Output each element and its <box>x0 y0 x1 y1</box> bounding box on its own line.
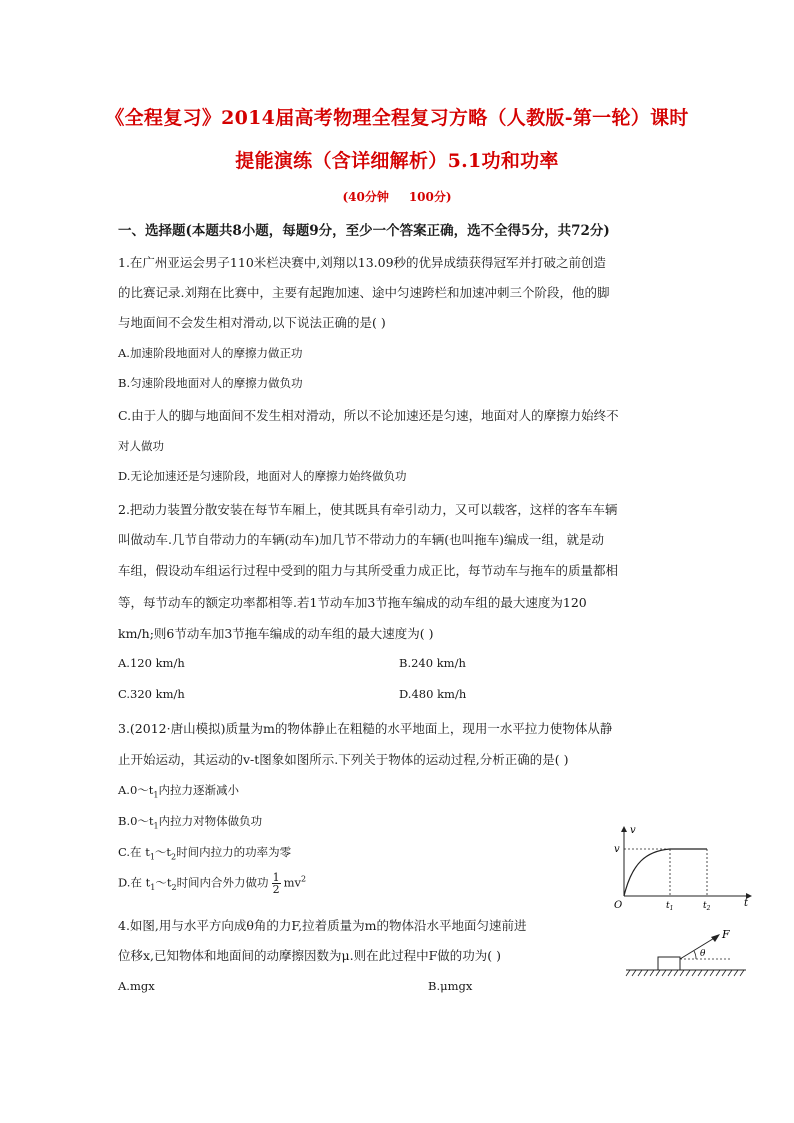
vt-graph <box>606 818 756 910</box>
q3-option-b: $B.0\sim t_1$内拉力对物体做负功 <box>118 814 263 831</box>
q2-option-a: A.120 km/h <box>118 656 185 670</box>
q2-line-4: 等，每节动车的额定功率都相等.若1节动车加3节拖车编成的动车组的最大速度为120 <box>118 595 587 610</box>
t1-label: $t_1$ <box>666 901 674 910</box>
ground-hatching <box>626 970 744 976</box>
total-score: 100分) <box>408 190 452 204</box>
v-axis-label: v <box>630 825 636 836</box>
q1-option-d: D.无论加速还是匀速阶段，地面对人的摩擦力始终做负功 <box>118 469 407 483</box>
q2-option-d: D.480 km/h <box>399 687 467 701</box>
angle-label: θ <box>700 949 706 959</box>
origin-label: O <box>614 900 623 910</box>
q1-option-b: B.匀速阶段地面对人的摩擦力做负功 <box>118 376 303 390</box>
q3-line-1: 3.(2012·唐山模拟)质量为m的物体静止在粗糙的水平地面上，现用一水平拉力使物体从静 <box>118 721 613 736</box>
q1-option-c: C.由于人的脚与地面间不发生相对滑动，所以不论加速还是匀速，地面对人的摩擦力始终不 <box>118 408 619 423</box>
v-tick-label: v <box>614 844 620 855</box>
vt-curve <box>624 849 707 896</box>
q3-option-a: $A.0\sim t_1$内拉力逐渐减小 <box>118 783 239 800</box>
time-limit: (40分钟 <box>342 190 389 204</box>
q2-option-c: C.320 km/h <box>118 687 185 701</box>
q1-line-1: 1.在广州亚运会男子110米栏决赛中,刘翔以13.09秒的优异成绩获得冠军并打破之前创造 <box>118 255 607 270</box>
q1-line-2: 的比赛记录.刘翔在比赛中，主要有起跑加速、途中匀速跨栏和加速冲刺三个阶段，他的脚 <box>118 285 610 300</box>
v-axis-arrow <box>621 826 627 832</box>
force-diagram <box>622 926 752 984</box>
q2-line-1: 2.把动力装置分散安装在每节车厢上，使其既具有牵引动力，又可以载客，这样的客车车辆 <box>118 502 618 517</box>
q3-option-c: C.在 $t_1\sim t_2$时间内拉力的功率为零 <box>118 845 292 862</box>
q3-line-2: 止开始运动，其运动的v-t图象如图所示.下列关于物体的运动过程,分析正确的是( ) <box>118 752 569 767</box>
q4-line-2: 位移x,已知物体和地面间的动摩擦因数为μ.则在此过程中F做的功为( ) <box>118 948 502 963</box>
block <box>658 957 680 970</box>
force-line <box>680 937 716 959</box>
force-arrowhead <box>711 934 720 942</box>
time-score-line <box>0 188 794 205</box>
t-axis-label: t <box>744 898 749 909</box>
q4-option-a: A.mgx <box>118 979 155 993</box>
one-half-fraction: $\frac{1}{2}$ <box>272 871 280 896</box>
angle-arc <box>694 951 696 959</box>
q4-option-b: B.μmgx <box>428 979 473 993</box>
q2-line-5: km/h;则6节动车加3节拖车编成的动车组的最大速度为( ) <box>118 626 434 641</box>
q1-option-c-cont: 对人做功 <box>118 439 164 453</box>
q3-option-d: D.在 $t_1\sim t_2$时间内合外力做功 $\frac{1}{2}$ $mv^2$ <box>118 871 307 896</box>
q2-line-3: 车组，假设动车组运行过程中受到的阻力与其所受重力成正比，每节动车与拖车的质量都相 <box>118 563 619 578</box>
q4-line-1: 4.如图,用与水平方向成θ角的力F,拉着质量为m的物体沿水平地面匀速前进 <box>118 918 527 933</box>
section-heading: 一、选择题(本题共8小题，每题9分，至少一个答案正确，选不全得5分，共72分) <box>118 223 610 239</box>
t2-label: $t_2$ <box>703 901 711 910</box>
q2-line-2: 叫做动车.几节自带动力的车辆(动车)加几节不带动力的车辆(也叫拖车)编成一组，就是动 <box>118 532 604 547</box>
document-title-line2: 提能演练（含详细解析）5.1功和功率 <box>235 150 559 172</box>
q2-option-b: B.240 km/h <box>399 656 466 670</box>
document-title-line1: 《全程复习》2014届高考物理全程复习方略（人教版-第一轮）课时 <box>105 107 689 129</box>
force-label: F <box>722 928 730 941</box>
q1-option-a: A.加速阶段地面对人的摩擦力做正功 <box>118 346 303 360</box>
q1-line-3: 与地面间不会发生相对滑动,以下说法正确的是( ) <box>118 315 386 330</box>
